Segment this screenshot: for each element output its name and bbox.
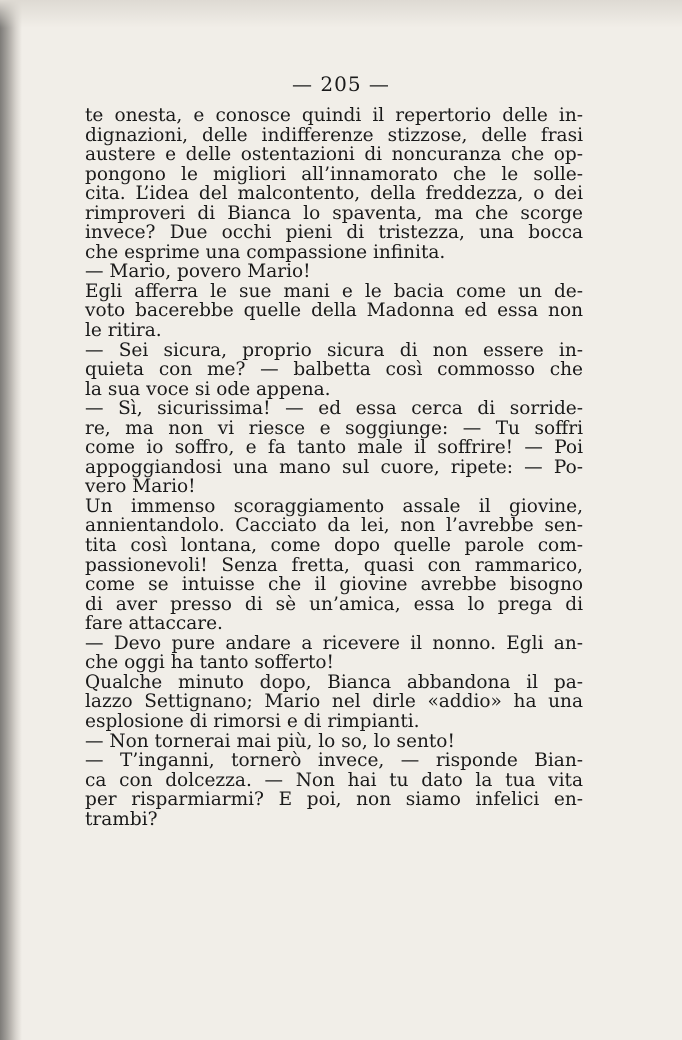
text-line: che esprime una compassione infinita. <box>85 241 446 263</box>
text-line: fare attaccare. <box>85 613 223 635</box>
text-line: annientandolo. Cacciato da lei, non l’avrebbe sen- <box>85 515 583 537</box>
text-line: come se intuisse che il giovine avrebbe bisogno <box>85 574 583 596</box>
text-line: quieta con me? — balbetta così commosso che <box>85 359 583 381</box>
text-line: per risparmiarmi? E poi, non siamo infelici en- <box>85 789 583 811</box>
text-line: lazzo Settignano; Mario nel dirle «addio» ha una <box>85 691 583 713</box>
text-line: vero Mario! <box>85 476 196 498</box>
text-line: rimproveri di Bianca lo spaventa, ma che scorge <box>85 202 583 224</box>
text-line: tita così lontana, come dopo quelle parole com- <box>85 535 583 557</box>
text-line: dignazioni, delle indifferenze stizzose, delle frasi <box>85 124 583 146</box>
text-line: cita. L’idea del malcontento, della freddezza, o dei <box>85 183 583 205</box>
text-line: — Devo pure andare a ricevere il nonno. Egli an- <box>85 632 583 654</box>
text-line: Un immenso scoraggiamento assale il giovine, <box>85 495 583 517</box>
text-line: invece? Due occhi pieni di tristezza, una bocca <box>85 222 583 244</box>
text-line: ca con dolcezza. — Non hai tu dato la tua vita <box>85 769 583 791</box>
page-top-shading <box>0 0 682 28</box>
text-line: te onesta, e conosce quindi il repertorio delle in- <box>85 105 583 126</box>
text-line: austere e delle ostentazioni di noncuranza che op- <box>85 144 583 166</box>
text-line: appoggiandosi una mano sul cuore, ripete: — Po- <box>85 456 583 478</box>
text-line: Qualche minuto dopo, Bianca abbandona il pa- <box>85 671 583 693</box>
text-line: che oggi ha tanto sofferto! <box>85 652 334 674</box>
text-line: — Non tornerai mai più, lo so, lo sento! <box>85 730 455 752</box>
text-line: le ritira. <box>85 320 162 342</box>
text-line: pongono le migliori all’innamorato che le solle- <box>85 163 583 185</box>
page-binding-shadow <box>0 0 22 1040</box>
text-line: passionevoli! Senza fretta, quasi con rammarico, <box>85 554 583 576</box>
text-line: esplosione di rimorsi e di rimpianti. <box>85 710 420 732</box>
text-line: re, ma non vi riesce e soggiunge: — Tu soffri <box>85 417 583 439</box>
text-line: Egli afferra le sue mani e le bacia come un de- <box>85 280 583 302</box>
text-line: — Sì, sicurissima! — ed essa cerca di sorride- <box>85 398 583 420</box>
text-line: — Sei sicura, proprio sicura di non essere in- <box>85 339 583 361</box>
text-line: di aver presso di sè un’amica, essa lo prega di <box>85 593 583 615</box>
text-line: — T’inganni, tornerò invece, — risponde Bian- <box>85 750 583 772</box>
text-line: trambi? <box>85 808 158 830</box>
text-line: voto bacerebbe quelle della Madonna ed essa non <box>85 300 583 322</box>
text-line: come io soffro, e fa tanto male il soffrire! — Poi <box>85 437 583 459</box>
page-number: — 205 — <box>292 72 390 96</box>
text-line: — Mario, povero Mario! <box>85 261 311 283</box>
text-line: la sua voce si ode appena. <box>85 378 331 400</box>
body-text <box>85 106 583 829</box>
